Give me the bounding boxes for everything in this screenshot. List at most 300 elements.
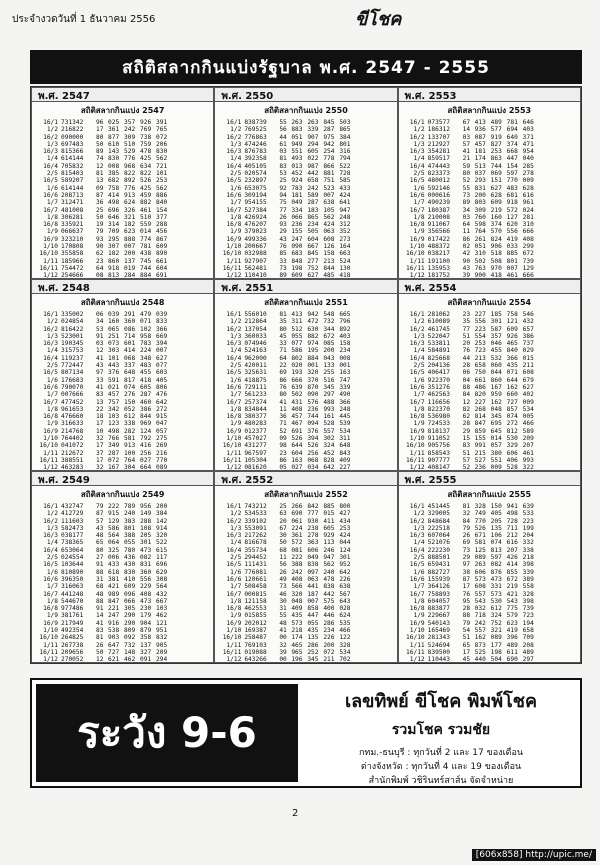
first-prize: 463283 — [61, 464, 84, 471]
draw-row — [403, 450, 576, 457]
draw-date: 16/7 — [43, 398, 58, 406]
first-prize: 121158 — [244, 597, 267, 605]
prize-number: 905 — [156, 641, 168, 649]
prize-number: 776 — [124, 184, 136, 192]
prize-number: 154 — [506, 162, 518, 170]
first-prize: 012377 — [244, 427, 267, 435]
first-prize: 032988 — [244, 250, 267, 258]
first-prize: 214768 — [61, 427, 84, 435]
first-prize: 103644 — [61, 561, 84, 569]
draw-date: 16/3 — [409, 340, 425, 348]
draw-date: 1/10 — [226, 627, 242, 635]
prize-number: 28 — [462, 605, 471, 613]
draw-row — [403, 185, 576, 192]
prize-number: 057 — [490, 442, 502, 450]
prize-number: 408 — [522, 235, 534, 243]
prize-number: 41 — [279, 398, 287, 406]
prize-number: 858 — [307, 605, 319, 613]
draw-date: 16/7 — [409, 398, 425, 406]
draw-date: 16/3 — [409, 532, 425, 540]
prize-number: 526 — [307, 442, 319, 450]
prize-number: 48 — [96, 532, 104, 540]
prize-number: 135 — [307, 634, 319, 642]
prize-number: 366 — [156, 325, 168, 333]
prize-number: 751 — [323, 177, 335, 185]
draw-date: 1/10 — [226, 243, 242, 251]
prize-number: 071 — [140, 318, 152, 326]
prize-number: 218 — [291, 627, 303, 635]
draw-date: 1/2 — [46, 510, 58, 518]
prize-number: 17 — [96, 420, 104, 428]
prize-number: 055 — [291, 332, 303, 340]
first-prize: 480283 — [244, 420, 267, 428]
prize-number: 794 — [339, 155, 351, 163]
first-prize: 834844 — [244, 405, 267, 413]
draw-row — [403, 598, 576, 605]
prize-number: 303 — [108, 347, 120, 355]
first-prize: 137054 — [244, 325, 267, 333]
subheading-prefix: สถิติสลากกินแบ่ง — [447, 106, 507, 115]
prize-number: 024 — [522, 206, 534, 214]
year-heading: พ.ศ. 2551 — [215, 280, 396, 294]
draw-row — [403, 119, 576, 126]
prize-number: 30 — [279, 532, 287, 540]
prize-number: 11 — [279, 405, 287, 413]
prize-number: 56 — [279, 561, 287, 569]
prize-number: 278 — [307, 532, 319, 540]
first-prize: 492354 — [61, 627, 84, 635]
prize-number: 127 — [506, 213, 518, 221]
draw-row — [219, 265, 392, 272]
prize-number: 224 — [140, 347, 152, 355]
draw-row — [219, 547, 392, 554]
draw-date: 1/3 — [413, 524, 425, 532]
draw-date: 1/7 — [413, 391, 425, 399]
prize-number: 370 — [307, 376, 319, 384]
prize-number: 530 — [506, 435, 518, 443]
prize-number: 213 — [323, 257, 335, 265]
draw-date: 16/7 — [409, 590, 425, 598]
prize-number: 882 — [140, 199, 152, 207]
prize-number: 263 — [291, 119, 303, 126]
prize-number: 320 — [291, 590, 303, 598]
first-prize: 876783 — [244, 148, 267, 156]
draw-date: 1/10 — [226, 435, 242, 443]
prize-number: 69 — [279, 369, 287, 377]
prize-number: 50 — [279, 539, 287, 547]
prize-number: 783 — [291, 184, 303, 192]
draw-date: 16/5 — [43, 561, 58, 569]
draw-date: 16/9 — [226, 619, 242, 627]
prize-number: 564 — [156, 583, 168, 591]
prize-number: 015 — [323, 510, 335, 518]
draw-row — [36, 576, 209, 583]
prize-number: 489 — [506, 641, 518, 649]
prize-number: 489 — [522, 648, 534, 656]
prize-number: 069 — [490, 170, 502, 178]
draw-date: 1/2 — [46, 318, 58, 326]
prize-number: 199 — [522, 524, 534, 532]
prize-number: 060 — [490, 362, 502, 370]
prize-number: 007 — [323, 191, 335, 199]
prize-number: 604 — [307, 235, 319, 243]
draw-date: 1/2 — [413, 510, 425, 518]
prize-number: 859 — [474, 427, 486, 435]
prize-number: 914 — [156, 524, 168, 532]
draw-row — [403, 199, 576, 206]
prize-number: 478 — [140, 148, 152, 156]
draw-date: 16/6 — [409, 575, 425, 583]
first-prize: 888501 — [427, 554, 451, 562]
prize-number: 627 — [522, 383, 534, 391]
prize-number: 88 — [96, 568, 104, 576]
first-prize: 392358 — [244, 155, 267, 163]
draw-date: 16/11 — [406, 456, 425, 464]
draw-date: 16/8 — [409, 413, 425, 421]
prize-number: 67 — [279, 524, 287, 532]
prize-number: 696 — [156, 561, 168, 569]
prize-number: 361 — [108, 126, 120, 134]
draw-date: 2/5 — [46, 554, 58, 562]
draw-date: 16/9 — [409, 235, 425, 243]
prize-number: 90 — [96, 243, 104, 251]
draw-date: 16/11 — [39, 264, 58, 272]
prize-number: 562 — [156, 155, 168, 163]
prize-number: 892 — [339, 325, 351, 333]
prize-number: 970 — [490, 264, 502, 272]
prize-number: 877 — [108, 133, 120, 141]
prize-number: 276 — [124, 391, 136, 399]
prize-number: 71 — [279, 347, 287, 355]
prize-number: 009 — [522, 398, 534, 406]
first-prize: 754472 — [61, 264, 84, 272]
first-prize: 185966 — [61, 257, 84, 265]
first-prize: 074946 — [244, 340, 267, 348]
prize-number: 41 — [96, 619, 104, 627]
draw-row — [403, 163, 576, 170]
prize-number: 609 — [506, 325, 518, 333]
prize-number: 824 — [490, 235, 502, 243]
prize-number: 039 — [156, 311, 168, 318]
first-prize: 120661 — [244, 575, 267, 583]
prize-number: 418 — [490, 272, 502, 279]
prize-number: 142 — [156, 517, 168, 525]
prize-number: 185 — [490, 311, 502, 318]
prize-number: 17 — [96, 126, 104, 134]
prize-number: 154 — [156, 206, 168, 214]
draw-date: 16/1 — [226, 119, 242, 126]
prize-number: 691 — [291, 427, 303, 435]
first-prize: 584891 — [427, 347, 451, 355]
prize-number: 567 — [339, 590, 351, 598]
draw-date: 16/4 — [226, 162, 242, 170]
prize-number: 35 — [462, 318, 471, 326]
prize-number: 226 — [323, 634, 335, 642]
draw-row — [219, 428, 392, 435]
draw-date: 16/2 — [226, 133, 242, 141]
year-subheading — [36, 104, 209, 117]
draw-date: 16/8 — [226, 413, 242, 421]
first-prize: 521076 — [427, 539, 451, 547]
draw-row — [219, 442, 392, 449]
draw-row — [403, 442, 576, 449]
draw-row — [219, 605, 392, 612]
prize-number: 457 — [474, 140, 486, 148]
prize-number: 732 — [323, 318, 335, 326]
prize-number: 612 — [490, 605, 502, 613]
prize-number: 638 — [339, 583, 351, 591]
prize-number: 605 — [140, 383, 152, 391]
prize-number: 436 — [124, 554, 136, 562]
prize-number: 328 — [522, 590, 534, 598]
prize-number: 43 — [279, 235, 287, 243]
prize-number: 518 — [490, 250, 502, 258]
prize-number: 222 — [291, 554, 303, 562]
first-prize: 000815 — [244, 590, 267, 598]
prize-number: 14 — [96, 612, 104, 620]
prize-number: 263 — [474, 561, 486, 569]
prize-number: 760 — [474, 213, 486, 221]
draw-row — [403, 627, 576, 634]
prize-number: 103 — [108, 413, 120, 421]
prize-number: 253 — [490, 148, 502, 156]
prize-number: 80 — [279, 391, 287, 399]
prize-number: 286 — [323, 619, 335, 627]
prize-number: 287 — [108, 449, 120, 457]
prize-number: 32 — [279, 641, 287, 649]
draw-row — [403, 250, 576, 257]
draw-date: 16/10 — [222, 442, 242, 450]
prize-number: 386 — [522, 332, 534, 340]
prize-number: 557 — [474, 627, 486, 635]
draw-row — [403, 214, 576, 221]
prize-number: 621 — [108, 656, 120, 663]
prize-number: 408 — [291, 405, 303, 413]
first-prize: 614144 — [61, 184, 84, 192]
draw-row — [219, 163, 392, 170]
prize-number: 528 — [323, 420, 335, 428]
prize-number: 830 — [108, 155, 120, 163]
prize-number: 161 — [323, 413, 335, 421]
prize-number: 606 — [474, 568, 486, 576]
first-prize: 490239 — [427, 199, 451, 207]
prize-number: 623 — [124, 228, 136, 236]
first-prize: 825668 — [427, 354, 451, 362]
prize-number: 847 — [474, 420, 486, 428]
first-prize: 488372 — [427, 243, 451, 251]
prize-number: 551 — [490, 456, 502, 464]
prize-number: 64 — [96, 264, 104, 272]
prize-number: 68 — [96, 583, 104, 591]
prize-number: 442 — [307, 170, 319, 178]
first-prize: 705832 — [61, 162, 84, 170]
prize-number: 512 — [291, 325, 303, 333]
prize-number: 253 — [339, 524, 351, 532]
prize-number: 702 — [339, 656, 351, 663]
prize-number: 31 — [279, 605, 287, 613]
prize-number: 167 — [108, 464, 120, 471]
draw-date: 1/3 — [413, 140, 425, 148]
year-block — [31, 87, 214, 279]
first-prize: 954155 — [244, 199, 267, 207]
first-prize: 155939 — [427, 575, 451, 583]
prize-number: 581 — [124, 435, 136, 443]
draw-date: 1/12 — [409, 656, 425, 663]
draw-date: 1/10 — [43, 243, 58, 251]
draw-date: 16/6 — [409, 383, 425, 391]
prize-number: 628 — [522, 184, 534, 192]
prize-number: 066 — [124, 597, 136, 605]
draw-date: 16/4 — [226, 546, 242, 554]
prize-number: 456 — [156, 228, 168, 236]
prize-number: 077 — [291, 340, 303, 348]
draw-row — [219, 170, 392, 177]
prize-number: 205 — [490, 517, 502, 525]
draw-date: 1/4 — [413, 539, 425, 547]
prize-number: 406 — [506, 456, 518, 464]
draw-date: 16/10 — [406, 442, 425, 450]
prize-number: 424 — [323, 221, 335, 229]
draw-row — [219, 612, 392, 619]
distributor-line: สำนักพิมพ์ วชิรินทร์สาส์น จัดจำหน่าย — [368, 776, 514, 786]
prize-number: 160 — [108, 318, 120, 326]
prize-number: 321 — [124, 213, 136, 221]
prize-number: 421 — [506, 590, 518, 598]
first-prize: 461745 — [427, 325, 451, 333]
prize-number: 534 — [339, 427, 351, 435]
prize-number: 285 — [522, 162, 534, 170]
prize-number: 885 — [506, 250, 518, 258]
prize-number: 36 — [96, 199, 104, 207]
footer-watermark: [606x858] http://upic.me/ — [472, 849, 596, 861]
first-prize: 379023 — [244, 228, 267, 236]
prize-number: 345 — [307, 656, 319, 663]
prize-number: 671 — [474, 532, 486, 540]
prize-number: 827 — [490, 140, 502, 148]
first-prize: 643266 — [244, 656, 267, 663]
draw-date: 1/11 — [226, 257, 242, 265]
draw-row — [36, 399, 209, 406]
draw-row — [403, 554, 576, 561]
prize-number: 727 — [108, 648, 120, 656]
prize-number: 234 — [307, 221, 319, 229]
draw-date: 1/9 — [46, 228, 58, 236]
draw-date: 1/3 — [413, 332, 425, 340]
prize-number: 310 — [522, 221, 534, 229]
prize-number: 215 — [474, 449, 486, 457]
prize-number: 690 — [506, 656, 518, 663]
prize-number: 539 — [339, 420, 351, 428]
prize-number: 738 — [140, 133, 152, 141]
prize-number: 488 — [323, 398, 335, 406]
draw-date: 1/7 — [413, 583, 425, 591]
draw-rows — [403, 503, 576, 663]
prize-number: 624 — [339, 612, 351, 620]
prize-number: 774 — [140, 235, 152, 243]
prize-number: 98 — [279, 442, 287, 450]
prize-number: 951 — [156, 627, 168, 635]
draw-date: 1/11 — [409, 257, 425, 265]
draw-row — [36, 177, 209, 184]
first-prize: 229667 — [427, 612, 451, 620]
first-prize: 561233 — [244, 391, 267, 399]
prize-number: 589 — [307, 191, 319, 199]
draw-row — [36, 612, 209, 619]
prize-number: 526 — [474, 524, 486, 532]
subheading-prefix: สถิติสลากกินแบ่ง — [264, 490, 323, 499]
prize-number: 360 — [124, 318, 136, 326]
prize-number: 968 — [124, 162, 136, 170]
prize-number: 126 — [323, 243, 335, 251]
prize-number: 074 — [490, 539, 502, 547]
prize-number: 21 — [462, 155, 471, 163]
prize-number: 780 — [124, 546, 136, 554]
prize-number: 124 — [140, 427, 152, 435]
prize-number: 339 — [307, 126, 319, 134]
prize-number: 36 — [279, 413, 287, 421]
year-subheading — [403, 488, 576, 501]
prize-number: 55 — [279, 119, 287, 126]
draw-row — [36, 547, 209, 554]
prize-number: 181 — [291, 191, 303, 199]
first-prize: 316063 — [61, 583, 84, 591]
draw-row — [36, 155, 209, 162]
prize-number: 242 — [474, 619, 486, 627]
draw-row — [36, 192, 209, 199]
first-prize: 412729 — [61, 510, 84, 518]
prize-number: 870 — [307, 383, 319, 391]
first-prize: 356566 — [427, 228, 451, 236]
first-prize: 883877 — [427, 605, 451, 613]
prize-number: 32 — [96, 435, 104, 443]
prize-number: 234 — [339, 347, 351, 355]
draw-row — [219, 656, 392, 663]
first-prize: 653064 — [61, 546, 84, 554]
prize-number: 696 — [108, 206, 120, 214]
prize-number: 573 — [474, 575, 486, 583]
year-subheading — [36, 488, 209, 501]
prize-number: 39 — [279, 648, 287, 656]
first-prize: 476660 — [61, 413, 84, 421]
prize-number: 221 — [108, 605, 120, 613]
prize-number: 79 — [462, 619, 471, 627]
prize-number: 297 — [323, 391, 335, 399]
first-prize: 007666 — [61, 391, 84, 399]
prize-number: 455 — [490, 347, 502, 355]
prize-number: 082 — [140, 554, 152, 562]
prize-number: 405 — [490, 510, 502, 518]
draw-date: 16/10 — [222, 250, 242, 258]
subheading-year: 2548 — [142, 298, 165, 307]
year-block — [214, 471, 397, 663]
draw-row — [403, 243, 576, 250]
prize-number: 41 — [462, 148, 471, 156]
prize-number: 723 — [474, 347, 486, 355]
first-prize: 534533 — [244, 510, 267, 518]
prize-number: 581 — [474, 539, 486, 547]
prize-number: 108 — [140, 524, 152, 532]
first-prize: 481008 — [61, 206, 84, 214]
prize-number: 089 — [474, 554, 486, 562]
first-prize: 135953 — [427, 264, 451, 272]
draw-row — [36, 207, 209, 214]
stats-grid — [30, 86, 582, 664]
prize-number: 44 — [279, 133, 287, 141]
prize-number: 51 — [462, 332, 471, 340]
year-block — [398, 87, 581, 279]
prize-number: 41 — [279, 627, 287, 635]
first-prize: 420011 — [244, 362, 267, 370]
